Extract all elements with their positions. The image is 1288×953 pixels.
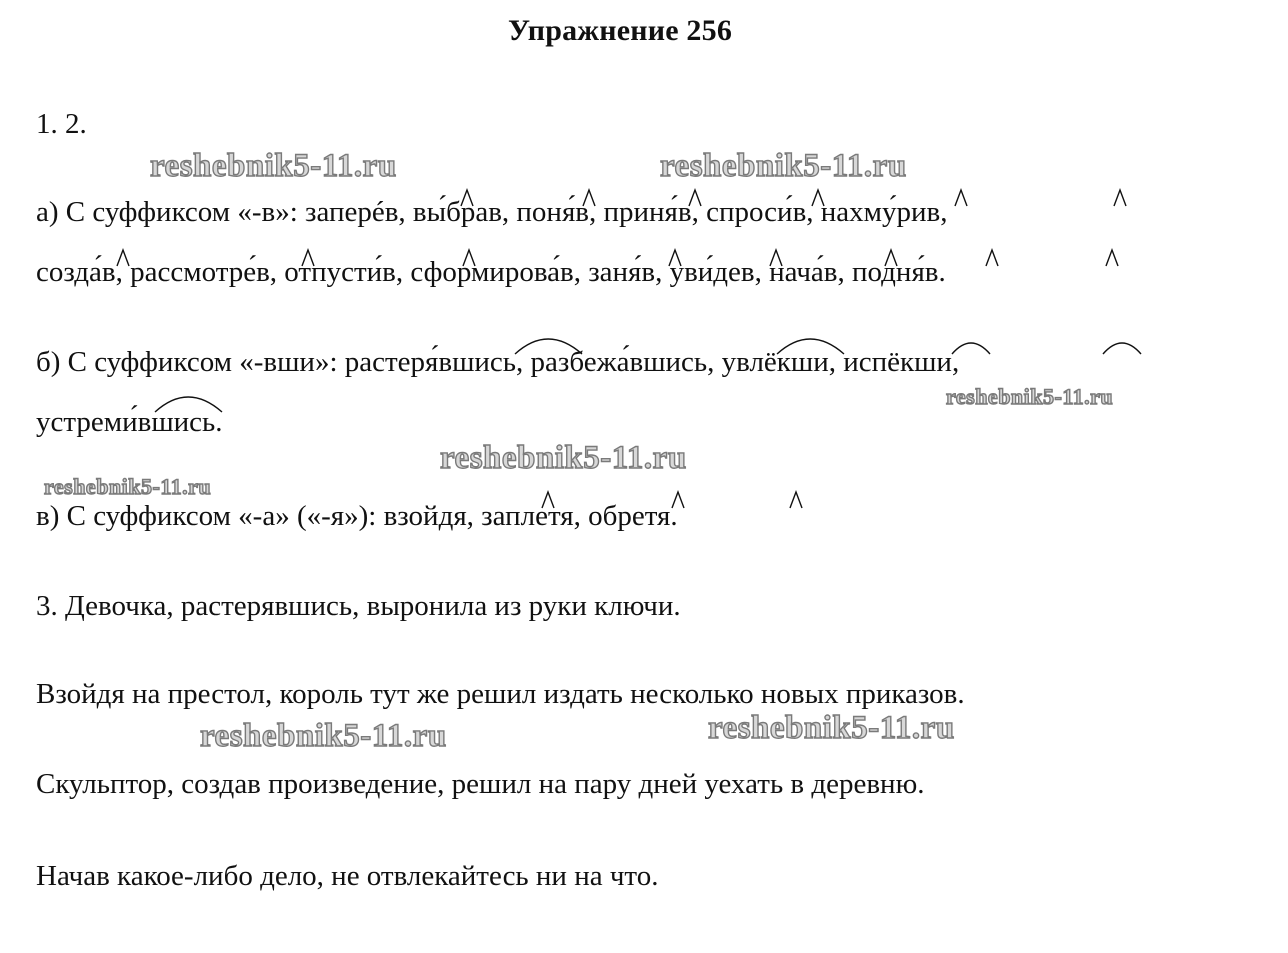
sentence-1: 3. Девочка, растерявшись, выронила из руки ключи. — [36, 590, 681, 622]
watermark: reshebnik5-11.ru — [946, 384, 1114, 409]
sentence-3: Скульптор, создав произведение, решил на пару дней уехать в деревню. — [36, 768, 925, 800]
watermark: reshebnik5-11.ru — [660, 148, 907, 184]
watermark: reshebnik5-11.ru — [708, 710, 955, 746]
watermark: reshebnik5-11.ru — [200, 718, 447, 754]
answer-a-line-1: а) С суффиксом «-в»: заперéв, вы́брав, поня́в, приня́в, спроси́в, нахму́рив, — [36, 196, 948, 228]
watermark: reshebnik5-11.ru — [440, 440, 687, 476]
answer-b-line-1: б) С суффиксом «-вши»: растеря́вшись, разбежа́вшись, увлёкши, испёкши, — [36, 346, 960, 378]
answer-b-line-2: устреми́вшись. — [36, 406, 223, 438]
answer-a-line-2: созда́в, рассмотре́в, отпусти́в, сформирова́в, заня́в, уви́дев, нача́в, подня́в. — [36, 256, 946, 288]
watermark: reshebnik5-11.ru — [150, 148, 397, 184]
watermark: reshebnik5-11.ru — [44, 474, 212, 499]
page-title: Упражнение 256 — [507, 14, 733, 47]
task-numbers: 1. 2. — [36, 108, 87, 140]
answer-v-line: в) С суффиксом «-а» («-я»): взойдя, заплетя, обретя. — [36, 500, 678, 532]
sentence-2: Взойдя на престол, король тут же решил издать несколько новых приказов. — [36, 678, 965, 710]
sentence-4: Начав какое-либо дело, не отвлекайтесь ни на что. — [36, 860, 659, 892]
